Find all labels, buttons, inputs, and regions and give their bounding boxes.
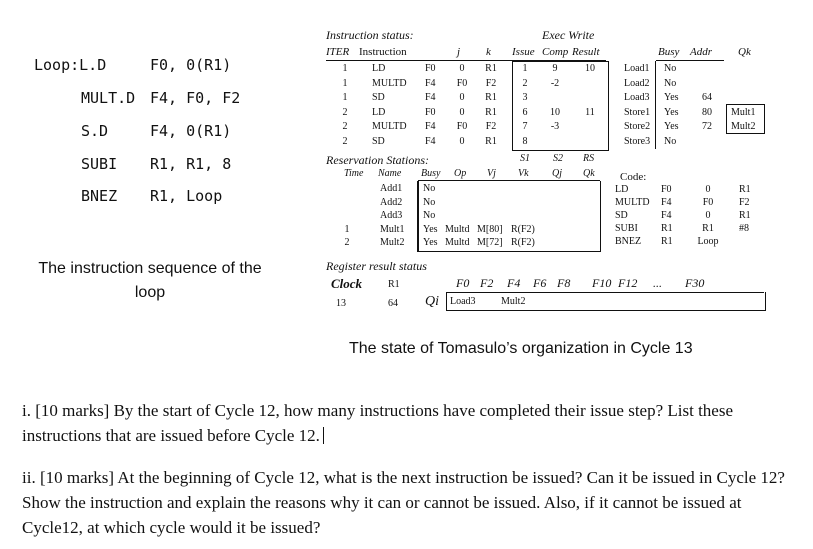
iter-cell: 2 bbox=[342, 135, 348, 147]
instruction-dst-cell: F4 bbox=[425, 135, 436, 147]
header-time: Time bbox=[344, 168, 364, 179]
code-panel-arg: 0 bbox=[705, 184, 711, 195]
register-header: ... bbox=[653, 276, 662, 290]
code-panel-arg: Loop bbox=[697, 236, 719, 247]
register-qi-cell: Mult2 bbox=[501, 296, 526, 307]
buffer-name-cell: Load1 bbox=[624, 63, 650, 74]
header-busy: Busy bbox=[421, 168, 441, 179]
k-cell: R1 bbox=[485, 106, 497, 118]
header-rs: RS bbox=[583, 153, 595, 164]
divider bbox=[656, 60, 724, 61]
instruction-dst-cell: F0 bbox=[425, 106, 436, 118]
register-status-title: Register result status bbox=[326, 259, 427, 273]
header-qk: Qk bbox=[583, 168, 595, 179]
rs-name-cell: Add1 bbox=[380, 183, 403, 194]
code-panel-op: LD bbox=[615, 184, 629, 195]
rs-busy-cell: No bbox=[423, 196, 436, 208]
header-qk: Qk bbox=[738, 46, 751, 58]
rs-time-cell: 1 bbox=[344, 223, 350, 235]
rs-op-cell: Multd bbox=[445, 223, 470, 235]
instruction-dst-cell: F4 bbox=[425, 77, 436, 89]
code-label: Loop: bbox=[34, 56, 80, 74]
header-s1: S1 bbox=[520, 153, 530, 164]
r1-value: 64 bbox=[388, 298, 398, 309]
divider bbox=[418, 181, 419, 251]
k-cell: R1 bbox=[485, 92, 497, 103]
k-cell: F2 bbox=[485, 121, 497, 132]
instruction-op-cell: MULTD bbox=[372, 121, 407, 132]
instruction-dst-cell: F0 bbox=[425, 63, 436, 74]
instruction-op-cell: MULTD bbox=[372, 77, 407, 89]
code-args: F4, 0(R1) bbox=[150, 122, 232, 140]
code-panel-arg: F0 bbox=[702, 197, 714, 208]
iter-cell: 1 bbox=[342, 63, 348, 74]
register-header: F4 bbox=[507, 276, 521, 290]
code-args: F4, F0, F2 bbox=[150, 89, 241, 107]
question-1: i. [10 marks] By the start of Cycle 12, how many instructions have completed their issue step? List these instructions that are issued before Cycle 12. bbox=[22, 401, 734, 445]
header-j: j bbox=[457, 46, 461, 58]
code-panel-arg: 0 bbox=[705, 210, 711, 221]
code-panel-arg: R1 bbox=[739, 210, 751, 221]
instruction-op-cell: SD bbox=[372, 92, 385, 103]
reservation-title: Reservation Stations: bbox=[326, 153, 429, 167]
buffer-addr-cell: 64 bbox=[702, 92, 712, 103]
register-header: F0 bbox=[456, 276, 470, 290]
instruction-op-cell: SD bbox=[372, 135, 385, 147]
header-op: Op bbox=[454, 168, 467, 179]
register-header: F10 bbox=[592, 276, 612, 290]
instruction-dst-cell: F4 bbox=[425, 92, 436, 103]
clock-label: Clock bbox=[331, 276, 363, 291]
code-panel-op: BNEZ bbox=[615, 236, 642, 247]
rs-busy-cell: No bbox=[423, 183, 436, 194]
clock-value: 13 bbox=[336, 298, 346, 309]
text-cursor bbox=[323, 427, 324, 444]
j-cell: 0 bbox=[459, 135, 465, 147]
result-cell: 10 bbox=[585, 63, 595, 74]
code-panel-op: SD bbox=[615, 210, 628, 221]
iter-cell: 1 bbox=[342, 92, 348, 103]
header-iter: ITER bbox=[326, 46, 350, 58]
buffer-busy-cell: Yes bbox=[664, 106, 679, 118]
iter-cell: 2 bbox=[342, 106, 348, 118]
code-panel-arg: F0 bbox=[661, 184, 672, 195]
k-cell: R1 bbox=[485, 135, 497, 147]
register-qi-cell: Load3 bbox=[450, 296, 476, 307]
code-op: L.D bbox=[79, 56, 107, 74]
k-cell: R1 bbox=[485, 63, 497, 74]
rs-op-cell: Multd bbox=[445, 237, 470, 248]
right-caption: The state of Tomasulo’s organization in Cycle 13 bbox=[349, 340, 693, 357]
issue-cell: 7 bbox=[522, 121, 528, 132]
code-panel-arg: F4 bbox=[661, 210, 672, 221]
qi-label: Qi bbox=[425, 294, 439, 309]
code-op: SUBI bbox=[81, 155, 118, 173]
code-panel-arg: R1 bbox=[661, 223, 673, 234]
code-args: R1, R1, 8 bbox=[150, 155, 232, 173]
j-cell: F0 bbox=[456, 121, 468, 132]
rs-busy-cell: No bbox=[423, 210, 436, 221]
code-panel-arg: F4 bbox=[661, 197, 672, 208]
buffer-qk-cell: Mult1 bbox=[731, 106, 756, 118]
buffer-name-cell: Load3 bbox=[624, 92, 650, 103]
header-vj: Vj bbox=[487, 168, 496, 179]
buffer-name-cell: Store3 bbox=[624, 135, 651, 147]
rs-vj-cell: M[80] bbox=[477, 223, 503, 235]
rs-vk-cell: R(F2) bbox=[511, 223, 535, 235]
iter-cell: 2 bbox=[342, 121, 348, 132]
left-caption: The instruction sequence of the loop bbox=[38, 260, 262, 301]
header-instruction: Instruction bbox=[359, 46, 407, 58]
buffer-name-cell: Load2 bbox=[624, 77, 650, 89]
issue-cell: 6 bbox=[522, 106, 528, 118]
code-panel-op: MULTD bbox=[615, 197, 650, 208]
instruction-op-cell: LD bbox=[372, 63, 386, 74]
instruction-dst-cell: F4 bbox=[425, 121, 436, 132]
instruction-status-title: Instruction status: bbox=[326, 28, 414, 42]
buffer-addr-cell: 80 bbox=[702, 106, 712, 118]
rs-name-cell: Mult2 bbox=[380, 237, 405, 248]
code-panel-arg: R1 bbox=[702, 223, 714, 234]
code-line-1 bbox=[34, 56, 106, 74]
buffer-busy-cell: No bbox=[664, 63, 677, 74]
question-2: ii. [10 marks] At the beginning of Cycle 12, what is the next instruction be issued? Can it be issued in Cycle 12? Show the instruction and explain the reasons why it can or cannot be issued. Also, if it cannot be issued at Cycle12, at which cycle would it be issued? bbox=[22, 468, 785, 537]
code-panel-op: SUBI bbox=[615, 223, 638, 234]
comp-cell: -3 bbox=[550, 121, 560, 132]
exec-write-header: Exec Write bbox=[542, 28, 595, 42]
rs-vj-cell: M[72] bbox=[477, 237, 503, 248]
register-header: F8 bbox=[557, 276, 571, 290]
k-cell: F2 bbox=[485, 77, 497, 89]
header-qj: Qj bbox=[552, 168, 562, 179]
register-header: F30 bbox=[685, 276, 705, 290]
qi-box bbox=[446, 292, 766, 311]
buffer-name-cell: Store1 bbox=[624, 106, 651, 118]
buffer-busy-cell: No bbox=[664, 135, 677, 147]
buffer-busy-cell: No bbox=[664, 77, 677, 89]
j-cell: 0 bbox=[459, 63, 465, 74]
issue-cell: 3 bbox=[522, 92, 528, 103]
buffer-busy-cell: Yes bbox=[664, 92, 679, 103]
buffer-qk-cell: Mult2 bbox=[731, 121, 756, 132]
code-args: R1, Loop bbox=[150, 187, 223, 205]
header-busy: Busy bbox=[658, 46, 680, 58]
register-header: F12 bbox=[618, 276, 638, 290]
rs-vk-cell: R(F2) bbox=[511, 237, 535, 248]
issue-cell: 2 bbox=[522, 77, 528, 89]
header-result: Result bbox=[572, 46, 600, 58]
j-cell: 0 bbox=[459, 92, 465, 103]
comp-cell: 10 bbox=[550, 106, 560, 118]
rs-time-cell: 2 bbox=[344, 237, 350, 248]
rs-name-cell: Add3 bbox=[380, 210, 403, 221]
register-header: F6 bbox=[533, 276, 547, 290]
r1-label: R1 bbox=[388, 279, 400, 290]
rs-name-cell: Mult1 bbox=[380, 223, 405, 235]
header-issue: Issue bbox=[512, 46, 535, 58]
buffer-name-cell: Store2 bbox=[624, 121, 651, 132]
code-args: F0, 0(R1) bbox=[150, 56, 232, 74]
issue-cell: 8 bbox=[522, 135, 528, 147]
register-header: F2 bbox=[480, 276, 494, 290]
buffer-busy-cell: Yes bbox=[664, 121, 679, 132]
code-panel-arg: F2 bbox=[739, 197, 750, 208]
header-vk: Vk bbox=[518, 168, 529, 179]
buffer-addr-cell: 72 bbox=[702, 121, 712, 132]
comp-cell: 9 bbox=[552, 63, 558, 74]
code-op: BNEZ bbox=[81, 187, 118, 205]
code-op: MULT.D bbox=[81, 89, 136, 107]
code-panel-title: Code: bbox=[620, 171, 647, 183]
rs-busy-cell: Yes bbox=[423, 237, 438, 248]
code-panel-arg: R1 bbox=[661, 236, 673, 247]
instruction-op-cell: LD bbox=[372, 106, 386, 118]
j-cell: F0 bbox=[456, 77, 468, 89]
j-cell: 0 bbox=[459, 106, 465, 118]
header-s2: S2 bbox=[553, 153, 563, 164]
code-panel-arg: R1 bbox=[739, 184, 751, 195]
rs-busy-cell: Yes bbox=[423, 223, 438, 235]
code-op: S.D bbox=[81, 122, 109, 140]
code-panel-arg: #8 bbox=[739, 223, 749, 234]
header-comp: Comp bbox=[542, 46, 569, 58]
rs-name-cell: Add2 bbox=[380, 196, 403, 208]
issue-cell: 1 bbox=[522, 63, 528, 74]
header-name: Name bbox=[378, 168, 402, 179]
comp-cell: -2 bbox=[550, 77, 560, 89]
header-addr: Addr bbox=[690, 46, 712, 58]
iter-cell: 1 bbox=[342, 77, 348, 89]
result-cell: 11 bbox=[585, 106, 595, 118]
header-k: k bbox=[486, 46, 491, 58]
